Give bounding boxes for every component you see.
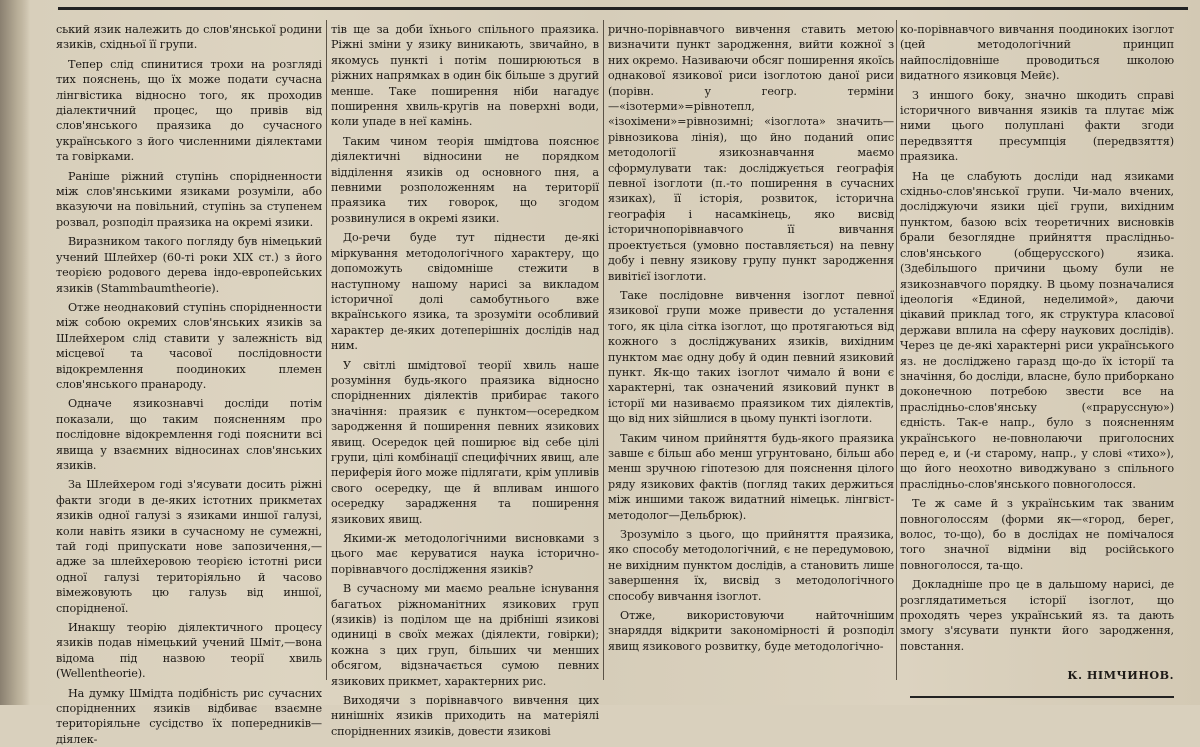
paragraph: Те ж саме й з українським так званим повноголоссям (форми як—«город, берег, волос, то-що), бо в дослідах не помічалося того значної відміни від російського повноголосся, та-що.	[900, 497, 1174, 572]
page-shadow-edge	[0, 0, 30, 705]
top-rule	[58, 7, 1188, 10]
end-rule	[910, 696, 1174, 698]
paragraph: Таке послідовне вивчення ізоглот певної язикової групи може привести до усталення того, як ціла сітка ізоглот, що протягаються від кожного з досліджуваних язиків, вихідним пунктом має одну добу й один певний язиковий пункт. Як-що таких ізоглот чимало й вони є характерні, так означений язиковий пункт в історії ми називаємо праязиком тих діялектів, що від них зійшлися в цьому пункті ізоглоти.	[608, 288, 894, 426]
text-column-3	[608, 22, 894, 702]
paragraph: Раніше ріжний ступінь спорідненности між слов'янськими язиками розуміли, або вказуючи на повільний, ступінь за ступенем розвал, розподіл праязика на окремі язики.	[56, 169, 322, 229]
paragraph: На думку Шмідта подібність рис сучасних спорідненних язиків відбиває взаємне територіяльне сусідство їх попередників—діялек-	[56, 686, 322, 746]
paragraph: Отже, використовуючи найточнішим знаряддя відкрити закономірності й розподіл явищ язикового розвитку, буде методологічно-	[608, 609, 894, 653]
paragraph: Отже неоднаковий ступінь спорідненности між собою окремих слов'янських язиків за Шлейхером слід ставити у залежність від місцевої та часової послідовности відокремлення поодиноких племен слов'янського пранароду.	[56, 300, 322, 391]
paragraph: ко-порівнавчого вивчання поодиноких ізоглот (цей методологічний принцип найпослідовніше проводиться школою видатного язиковця Мейє).	[900, 23, 1174, 83]
paragraph: Зрозуміло з цього, що прийняття праязика, яко способу методологічний, є не передумовою, не вихідним пунктом дослідів, а становить лише завершення їх, висвід з методологічного способу вивчання ізоглот.	[608, 528, 894, 603]
paragraph: До-речи буде тут піднести де-які міркування методологічного характеру, що допоможуть свідомніше стежити в наступному нашому нарисі за викладом історичної долі самобутнього вже вкраїнського язика, та зрозуміти особливий характер де-яких дотеперішніх дослідів над ним.	[331, 231, 599, 353]
paragraph: На це слабують досліди над язиками східньо-слов'янської групи. Чи-мало вчених, досліджуючи язики цієї групи, вихідним пунктом, базою всіх теоретичних висновків брали безоглядне прийняття праслідньо-слов'янського (общерусского) язика. (Здебільшого причини цьому були не язикознавчого порядку. В цьому позначалися ідеологія «Единой, неделимой», даючи цікавий приклад того, як структура класової держави вплила на сферу наукових дослідів). Через це де-які характерні риси українського яз. не досліджено гаразд що-до їх історії та значіння, бо досліди, власне, було приборкано доконечною потребою звести все на праслідньо-слов'янську («праруссную») єдність. Так-е напр., було з поясненням українського не-повнолаючи приголосних перед е, и (-и старому, напр., у слові «тихо»), що його неохотно виводжувано з спільного праслідньо-слов'янського повноголосся.	[900, 169, 1174, 491]
column-separator	[603, 20, 604, 680]
column-separator	[326, 20, 327, 680]
paragraph: ський язик належить до слов'янської родини язиків, східньої її групи.	[56, 23, 322, 52]
text-column-4	[900, 22, 1174, 702]
paragraph: Тепер слід спинитися трохи на розгляді тих пояснень, що їх може подати сучасна лінгвістика відносно того, як проходив діалектичний процес, що привів від слов'янського праязика до сучасного українського з його численними діялектами та говірками.	[56, 57, 322, 164]
paragraph: З иншого боку, значно шкодить справі історичного вивчання язиків та плутає між ними цього полуплані факти згоди передвзяття пресумпція (передвзяття) праязика.	[900, 88, 1174, 164]
paragraph: Таким чином прийняття будь-якого праязика завше є більш або менш угрунтовано, більш або менш зручною гіпотезою для пояснення цілого ряду язикових фактів (погляд таких держиться між иншими також видатний німецьк. лінгвіст-методолог—Дельбрюк).	[608, 431, 894, 522]
paragraph: Одначе язикознавчі досліди потім показали, що таким поясненням про послідовне відокремлення годі пояснити всі явища у взаємних відносинах слов'янських язиків.	[56, 397, 322, 472]
paragraph: В сучасному ми маємо реальне існування багатьох ріжноманітних язикових груп (язиків) із подiлом ще на дрібніші язикові одиниці в своїх межах (діялекти, говірки); кожна з цих груп, більших чи менших обсягом, відзначається сумою певних язикових прикмет, характерних рис.	[331, 582, 599, 688]
paragraph: У світлі шмідтової теорії хвиль наше розуміння будь-якого праязика відносно спорідненних діялектів прибирає такого значіння: праязик є пунктом—осередком зародження й поширення певних язикових явищ. Осередок цей поширює від себе цілі групи, цілі комбінації специфічних явищ, але периферія його може підлягати, крім упливів свого осередку, ще й впливам иншого осередку зарадження та поширення язикових явищ.	[331, 358, 599, 526]
text-column-1	[56, 22, 322, 746]
text-column-2	[331, 22, 599, 738]
paragraph: тів ще за доби їхнього спільного праязика. Ріжні зміни у язику виникають, звичайно, в якомусь пункті і потім поширюються в ріжних напрямках в один бік більше з другий менше. Таке поширення ніби нагадує поширення хвиль-кругів на поверхні води, коли упаде в неї камінь.	[331, 23, 599, 129]
paragraph: Якими-ж методологічними висновками з цього має керуватися наука історично-порівнавчого дослідження язиків?	[331, 532, 599, 576]
author-signature: К. НІМЧИНОВ.	[1067, 668, 1174, 683]
paragraph: Таким чином теорія шмідтова пояснює діялектичні відносини не порядком відділення язиків од основного пня, а певними розположенням на території праязика тих говорок, що згодом розвинулися в окремі язики.	[331, 134, 599, 225]
paragraph: Докладніше про це в дальшому нарисі, де розглядатиметься історії ізоглот, що проходять через український яз. та дають змогу з'ясувати пункти його зародження, повстання.	[900, 578, 1174, 653]
paragraph: Виразником такого погляду був німецький учений Шлейхер (60-ті роки XIX ст.) з його теорією родового дерева індо-европейських язиків (Stammbaumtheorie).	[56, 235, 322, 295]
paragraph: За Шлейхером годі з'ясувати досить ріжні факти згоди в де-яких істотних прикметах язиків одної галузі з язиками иншої галузі, коли навіть язики в сучасному не сумежні, тай годі припускати нове запозичення,—адже за шлейхеровою теорією істотні риси одної галузі територіяльно й часово вімежовують цю галузь від иншої, спорідненої.	[56, 478, 322, 615]
paragraph: Виходячи з порівнавчого вивчення цих нинішніх язиків приходить на матеріялі спорідненних язиків, довести язикові	[331, 694, 599, 738]
paragraph: рично-порівнавчого вивчення ставить метою визначити пункт зародження, вийти кожної з них окремо. Називаючи обсяг поширення якоїсь однакової язикової риси ізоглотою даної риси (порівн. у геогр. терміни—«ізотерми»=рівнотепл, «ізохімени»=рівнозимні; «ізоглота» значить—рівнозикова лінія), що йно поданий опис методології язикознавчання маємо сформулувати так: досліджується географія певної ізоглоти (п.-то поширення в сучасних язиках), її історія, розвиток, історична географія і насамкінець, яко висвід історичнопорівнавчого її вивчання проектується (умовно поставляється) на певну добу і певну язикову групу пункт зародження вивітієї ізоглоти.	[608, 23, 894, 283]
column-separator	[896, 20, 897, 680]
paragraph: Инакшу теорію діялектичного процесу язиків подав німецький учений Шміт,—вона відома під назвою теорії хвиль (Wellentheorie).	[56, 621, 322, 681]
